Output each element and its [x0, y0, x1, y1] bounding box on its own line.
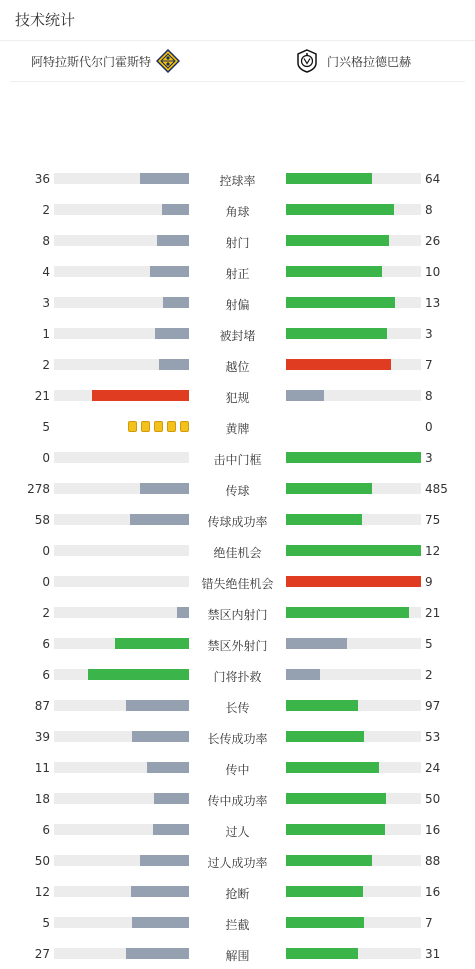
home-value: 2	[42, 606, 50, 620]
stat-label: 击中门框	[213, 453, 262, 467]
stat-label: 传球成功率	[207, 515, 268, 529]
stat-label: 射门	[225, 236, 250, 250]
home-bar-track	[54, 855, 189, 866]
stat-row	[0, 752, 475, 783]
away-value: 0	[425, 420, 433, 434]
away-value: 10	[425, 265, 441, 279]
stat-row	[0, 287, 475, 318]
away-team[interactable]	[295, 41, 411, 81]
stat-row	[0, 876, 475, 907]
home-value: 2	[42, 358, 50, 372]
away-value: 97	[425, 699, 441, 713]
home-value: 3	[42, 296, 50, 310]
home-bar-track	[54, 173, 189, 184]
away-bar-fill	[286, 266, 382, 277]
away-bar-track	[286, 576, 421, 587]
stat-row	[0, 628, 475, 659]
away-value: 8	[425, 203, 433, 217]
stat-label: 控球率	[219, 174, 256, 188]
away-value: 16	[425, 885, 441, 899]
home-team-name: 阿特拉斯代尔门霍斯特	[30, 54, 151, 69]
home-bar-track	[54, 700, 189, 711]
stat-row	[0, 318, 475, 349]
home-bar-track	[54, 235, 189, 246]
home-bar-track	[54, 297, 189, 308]
home-team[interactable]	[31, 41, 180, 81]
away-value: 3	[425, 327, 433, 341]
away-bar-track	[286, 855, 421, 866]
yellow-card-icon	[167, 421, 176, 432]
away-value: 5	[425, 637, 433, 651]
stat-label: 绝佳机会	[213, 546, 262, 560]
yellow-card-icon	[180, 421, 189, 432]
home-value: 1	[42, 327, 50, 341]
home-value: 6	[42, 668, 50, 682]
away-value: 53	[425, 730, 441, 744]
stat-row	[0, 690, 475, 721]
away-bar-track	[286, 731, 421, 742]
home-value: 36	[34, 172, 50, 186]
yellow-card-icon	[128, 421, 137, 432]
home-bar-track	[54, 483, 189, 494]
away-value: 88	[425, 854, 441, 868]
home-bar-fill	[132, 731, 189, 742]
atlas-badge-icon	[156, 49, 180, 73]
away-bar-track	[286, 390, 421, 401]
stat-label: 射正	[225, 267, 250, 281]
home-value: 58	[34, 513, 50, 527]
home-bar-fill	[140, 173, 189, 184]
stat-label: 错失绝佳机会	[201, 577, 274, 591]
stat-label: 越位	[225, 360, 250, 374]
home-bar-track	[54, 731, 189, 742]
away-value: 13	[425, 296, 441, 310]
stat-row	[0, 721, 475, 752]
away-value: 26	[425, 234, 441, 248]
away-bar-fill	[286, 514, 362, 525]
stat-row	[0, 442, 475, 473]
away-value: 7	[425, 916, 433, 930]
stat-row	[0, 907, 475, 938]
home-bar-track	[54, 545, 189, 556]
home-bar-track	[54, 576, 189, 587]
home-value: 5	[42, 916, 50, 930]
home-value: 2	[42, 203, 50, 217]
yellow-card-icon	[154, 421, 163, 432]
away-bar-fill	[286, 700, 358, 711]
home-value: 21	[34, 389, 50, 403]
stat-label: 门将扑救	[213, 670, 262, 684]
away-bar-fill	[286, 576, 421, 587]
away-bar-fill	[286, 297, 395, 308]
away-bar-track	[286, 328, 421, 339]
away-bar-track	[286, 793, 421, 804]
stat-row	[0, 256, 475, 287]
stat-row	[0, 566, 475, 597]
away-bar-fill	[286, 328, 387, 339]
home-value: 18	[34, 792, 50, 806]
home-bar-track	[54, 762, 189, 773]
home-value: 0	[42, 544, 50, 558]
home-bar-fill	[150, 266, 189, 277]
stat-label: 拦截	[225, 918, 250, 932]
away-bar-fill	[286, 545, 421, 556]
away-value: 16	[425, 823, 441, 837]
stat-label: 禁区外射门	[207, 639, 268, 653]
away-team-name: 门兴格拉德巴赫	[327, 54, 412, 69]
home-bar-fill	[155, 328, 189, 339]
home-bar-fill	[92, 390, 189, 401]
home-bar-fill	[154, 793, 189, 804]
home-bar-fill	[132, 917, 189, 928]
stat-row	[0, 194, 475, 225]
home-bar-fill	[147, 762, 189, 773]
away-value: 3	[425, 451, 433, 465]
stat-row	[0, 783, 475, 814]
away-value: 21	[425, 606, 441, 620]
away-bar-track	[286, 266, 421, 277]
stat-row	[0, 938, 475, 969]
away-value: 9	[425, 575, 433, 589]
away-bar-track	[286, 235, 421, 246]
stat-row	[0, 380, 475, 411]
home-value: 0	[42, 575, 50, 589]
stat-label: 长传	[225, 701, 250, 715]
away-bar-fill	[286, 173, 372, 184]
home-bar-track	[54, 793, 189, 804]
stat-row	[0, 597, 475, 628]
home-bar-track	[54, 204, 189, 215]
away-bar-fill	[286, 855, 372, 866]
stat-row	[0, 814, 475, 845]
stat-label: 角球	[225, 205, 250, 219]
home-bar-fill	[126, 700, 189, 711]
home-bar-fill	[163, 297, 189, 308]
home-bar-fill	[88, 669, 189, 680]
home-value: 0	[42, 451, 50, 465]
stat-label: 解围	[225, 949, 250, 963]
stat-row	[0, 473, 475, 504]
away-bar-fill	[286, 793, 386, 804]
away-bar-track	[286, 514, 421, 525]
stat-label: 禁区内射门	[207, 608, 268, 622]
stat-row	[0, 163, 475, 194]
away-bar-fill	[286, 359, 391, 370]
away-bar-track	[286, 669, 421, 680]
stat-label: 黄牌	[225, 422, 250, 436]
teams-header	[10, 41, 465, 82]
home-bar-track	[54, 948, 189, 959]
home-value: 12	[34, 885, 50, 899]
home-bar-fill	[140, 855, 189, 866]
away-value: 31	[425, 947, 441, 961]
away-value: 64	[425, 172, 441, 186]
home-bar-track	[54, 359, 189, 370]
away-value: 485	[425, 482, 448, 496]
stat-label: 被封堵	[219, 329, 256, 343]
home-bar-fill	[159, 359, 189, 370]
away-bar-fill	[286, 824, 385, 835]
away-bar-track	[286, 917, 421, 928]
away-value: 50	[425, 792, 441, 806]
away-value: 12	[425, 544, 441, 558]
home-value: 8	[42, 234, 50, 248]
away-value: 8	[425, 389, 433, 403]
away-bar-track	[286, 607, 421, 618]
home-value: 278	[27, 482, 50, 496]
stat-label: 过人	[225, 825, 250, 839]
home-value: 6	[42, 637, 50, 651]
home-bar-fill	[162, 204, 189, 215]
away-bar-fill	[286, 204, 394, 215]
home-value: 27	[34, 947, 50, 961]
page-title: 技术统计	[0, 0, 475, 41]
away-bar-fill	[286, 607, 409, 618]
home-value: 4	[42, 265, 50, 279]
home-bar-track	[54, 824, 189, 835]
away-bar-track	[286, 204, 421, 215]
home-bar-track	[54, 266, 189, 277]
away-bar-fill	[286, 948, 358, 959]
away-bar-fill	[286, 638, 347, 649]
home-value: 39	[34, 730, 50, 744]
home-bar-fill	[126, 948, 189, 959]
stat-row	[0, 535, 475, 566]
home-bar-track	[54, 514, 189, 525]
home-bar-fill	[115, 638, 189, 649]
away-bar-track	[286, 483, 421, 494]
away-bar-track	[286, 173, 421, 184]
away-bar-fill	[286, 390, 324, 401]
stat-row	[0, 659, 475, 690]
away-bar-fill	[286, 731, 364, 742]
home-value: 6	[42, 823, 50, 837]
home-bar-track	[54, 328, 189, 339]
stat-label: 射偏	[225, 298, 250, 312]
away-bar-fill	[286, 483, 372, 494]
away-bar-track	[286, 948, 421, 959]
away-bar-fill	[286, 917, 364, 928]
home-bar-track	[54, 638, 189, 649]
away-value: 7	[425, 358, 433, 372]
home-bar-fill	[177, 607, 189, 618]
away-bar-fill	[286, 235, 389, 246]
stat-row	[0, 349, 475, 380]
stat-row	[0, 411, 475, 442]
home-value: 5	[42, 420, 50, 434]
home-bar-track	[54, 390, 189, 401]
stat-row	[0, 225, 475, 256]
away-value: 24	[425, 761, 441, 775]
away-bar-track	[286, 359, 421, 370]
stat-label: 过人成功率	[207, 856, 268, 870]
away-bar-track	[286, 452, 421, 463]
stat-label: 长传成功率	[207, 732, 268, 746]
home-bar-fill	[157, 235, 189, 246]
yellow-card-icon	[141, 421, 150, 432]
away-bar-track	[286, 638, 421, 649]
home-bar-track	[54, 607, 189, 618]
home-value: 87	[34, 699, 50, 713]
home-bar-fill	[130, 514, 189, 525]
away-bar-track	[286, 545, 421, 556]
away-value: 75	[425, 513, 441, 527]
away-bar-track	[286, 700, 421, 711]
away-bar-track	[286, 297, 421, 308]
stat-row	[0, 845, 475, 876]
stat-label: 传中	[225, 763, 250, 777]
away-bar-track	[286, 824, 421, 835]
home-bar-track	[54, 917, 189, 928]
stat-row	[0, 504, 475, 535]
stat-label: 传球	[225, 484, 250, 498]
away-bar-fill	[286, 762, 379, 773]
stat-label: 犯规	[225, 391, 250, 405]
away-bar-fill	[286, 452, 421, 463]
away-bar-track	[286, 762, 421, 773]
home-value: 11	[34, 761, 50, 775]
home-bar-track	[54, 452, 189, 463]
home-bar-fill	[153, 824, 189, 835]
gladbach-badge-icon	[295, 49, 319, 73]
stat-label: 传中成功率	[207, 794, 268, 808]
home-bar-track	[54, 669, 189, 680]
home-yellow-cards	[128, 421, 189, 432]
home-value: 50	[34, 854, 50, 868]
home-bar-fill	[140, 483, 189, 494]
stat-label: 抢断	[225, 887, 250, 901]
away-value: 2	[425, 668, 433, 682]
away-bar-fill	[286, 669, 320, 680]
